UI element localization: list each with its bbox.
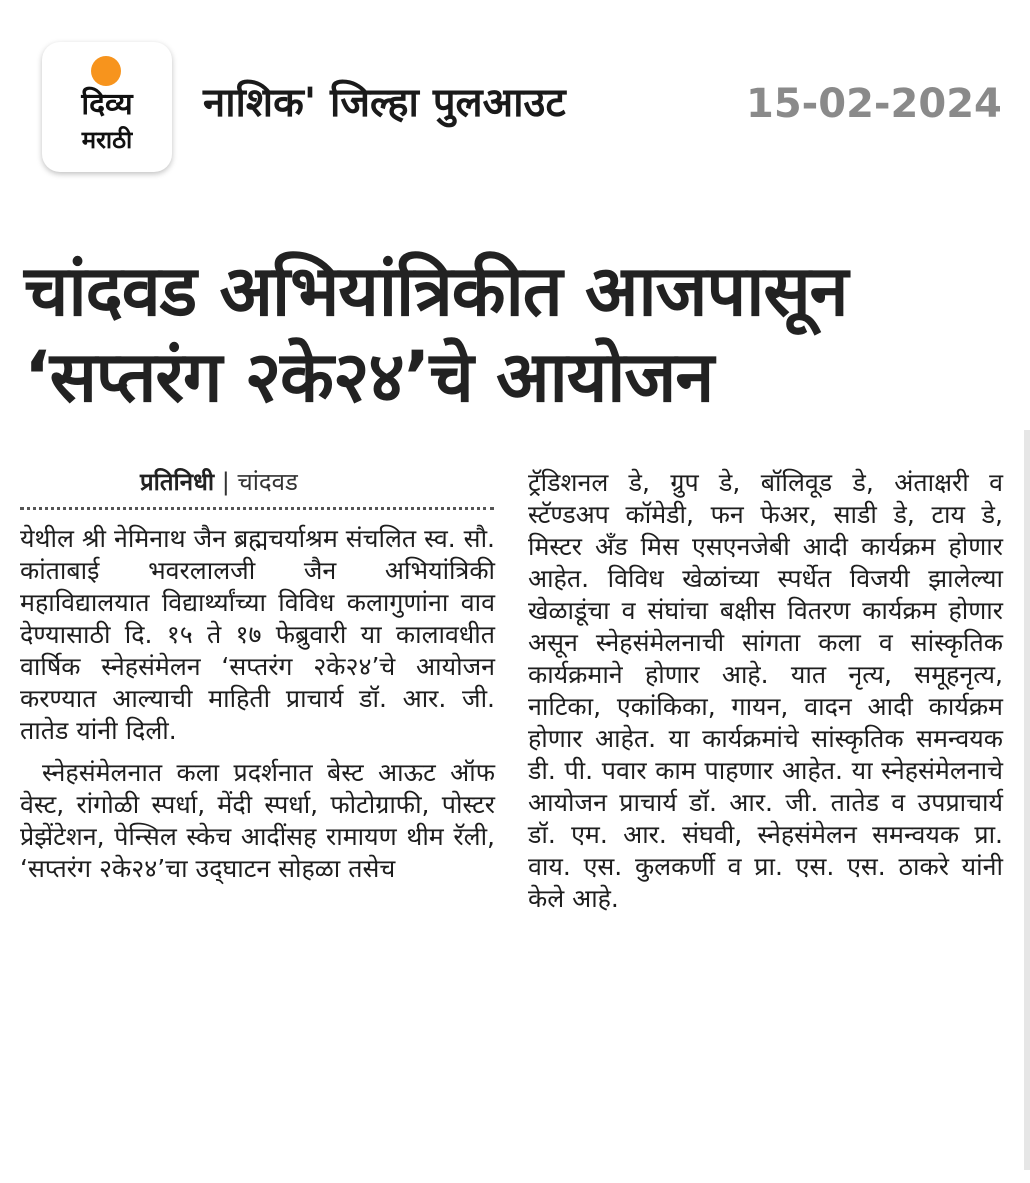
article-column-left [20, 523, 495, 885]
paragraph-1: येथील श्री नेमिनाथ जैन ब्रह्मचर्याश्रम संचलित स्व. सौ. कांताबाई भवरलालजी जैन अभियांत्रिकी महाविद्यालयात विद्यार्थ्यांच्या विविध कलागुणांना वाव देण्यासाठी दि. १५ ते १७ फेब्रुवारी या कालावधीत वार्षिक स्नेहसंमेलन ‘सप्तरंग २के२४’चे आयोजन करण्यात आल्याची माहिती प्राचार्य डॉ. आर. जी. तातेड यांनी दिली. [20, 524, 495, 745]
byline-separator: | [221, 468, 230, 496]
logo-line-1: दिव्य [81, 87, 133, 122]
headline-line-2: ‘सप्तरंग २के२४’चे आयोजन [24, 336, 714, 418]
edition-title: नाशिक' जिल्हा पुलआउट [203, 80, 566, 126]
article-column-right [528, 467, 1003, 915]
byline [140, 466, 298, 498]
page-edge-shadow [1024, 430, 1030, 1170]
logo-line-2: मराठी [81, 126, 133, 154]
byline-role: प्रतिनिधी [140, 468, 215, 496]
divya-marathi-logo[interactable] [42, 42, 172, 172]
headline-line-1: चांदवड अभियांत्रिकीत आजपासून [24, 250, 848, 332]
article-headline [24, 248, 1014, 420]
paragraph-2: स्नेहसंमेलनात कला प्रदर्शनात बेस्ट आऊट ऑफ वेस्ट, रांगोळी स्पर्धा, मेंदी स्पर्धा, फोटोग्राफी, पोस्टर प्रेझेंटेशन, पेन्सिल स्केच आदींसह रामायण थीम रॅली, ‘सप्तरंग २के२४’चा उद्‌घाटन सोहळा तसेच [20, 758, 495, 883]
byline-place: चांदवड [237, 468, 298, 496]
dotted-divider [20, 507, 494, 510]
publication-date: 15-02-2024 [746, 81, 1002, 127]
paragraph-3: ट्रॅडिशनल डे, ग्रुप डे, बॉलिवूड डे, अंताक्षरी व स्टॅण्डअप कॉमेडी, फन फेअर, साडी डे, टाय डे, मिस्टर अँड मिस एसएनजेबी आदी कार्यक्रम होणार आहेत. विविध खेळांच्या स्पर्धेत विजयी झालेल्या खेळाडूंचा व संघांचा बक्षीस वितरण कार्यक्रम होणार असून स्नेहसंमेलनाची सांगता कला व सांस्कृतिक कार्यक्रमाने होणार आहे. यात नृत्य, समूहनृत्य, नाटिका, एकांकिका, गायन, वादन आदी कार्यक्रम होणार आहेत. या कार्यक्रमांचे सांस्कृतिक समन्वयक डी. पी. पवार काम पाहणार आहेत. या स्नेहसंमेलनाचे आयोजन प्राचार्य डॉ. आर. जी. तातेड व उपप्राचार्य डॉ. एम. आर. संघवी, स्नेहसंमेलन समन्वयक प्रा. वाय. एस. कुलकर्णी व प्रा. एस. एस. ठाकरे यांनी केले आहे. [528, 468, 1003, 913]
sun-dot-icon [91, 56, 121, 86]
page-header [0, 0, 1030, 200]
